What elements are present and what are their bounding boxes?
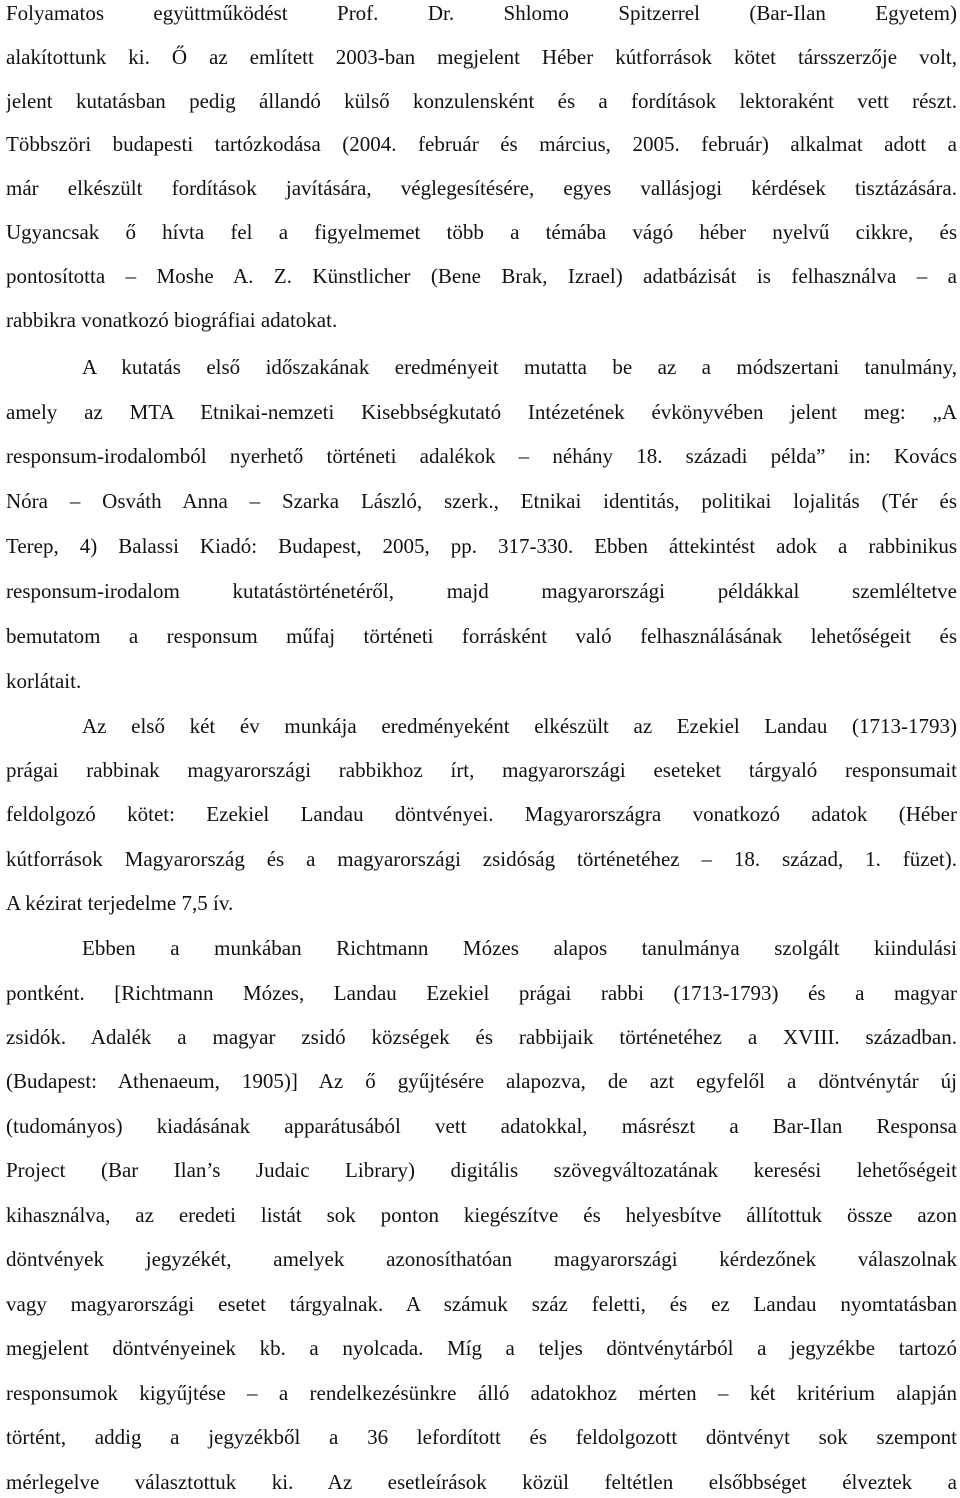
text-line: mérlegelve választottuk ki. Az esetleírások közül feltétlen elsőbbséget élveztek a — [6, 1470, 957, 1494]
text-line: Terep, 4) Balassi Kiadó: Budapest, 2005, pp. 317-330. Ebben áttekintést adok a rabbinikus — [6, 534, 957, 558]
text-line: responsum-irodalom kutatástörténetéről, majd magyarországi példákkal szemléltetve — [6, 579, 957, 603]
text-line: már elkészült fordítások javítására, véglegesítésére, egyes vallásjogi kérdések tisztázására. — [6, 176, 957, 200]
text-line: Ugyancsak ő hívta fel a figyelmemet több a témába vágó héber nyelvű cikkre, és — [6, 220, 957, 244]
text-line: megjelent döntvényeinek kb. a nyolcada. Míg a teljes döntvénytárból a jegyzékbe tartozó — [6, 1336, 957, 1360]
text-line: jelent kutatásban pedig állandó külső konzulensként és a fordítások lektoraként vett részt. — [6, 89, 957, 113]
text-line: kútforrások Magyarország és a magyarországi zsidóság történetéhez – 18. század, 1. füzet). — [6, 847, 957, 871]
text-line: responsum-irodalomból nyerhető történeti adalékok – néhány 18. századi példa” in: Kovács — [6, 444, 957, 468]
text-line: Többszöri budapesti tartózkodása (2004. február és március, 2005. február) alkalmat adott a — [6, 132, 957, 156]
paragraph-first-line: A kutatás első időszakának eredményeit mutatta be az a módszertani tanulmány, — [82, 355, 957, 379]
text-line: korlátait. — [6, 669, 82, 693]
text-line: (tudományos) kiadásának apparátusából vett adatokkal, másrészt a Bar-Ilan Responsa — [6, 1114, 957, 1138]
text-line: bemutatom a responsum műfaj történeti forrásként való felhasználásának lehetőségeit és — [6, 624, 957, 648]
text-line: pontként. [Richtmann Mózes, Landau Ezekiel prágai rabbi (1713-1793) és a magyar — [6, 981, 957, 1005]
text-line: Project (Bar Ilan’s Judaic Library) digitális szövegváltozatának keresési lehetőségeit — [6, 1158, 957, 1182]
text-line: vagy magyarországi esetet tárgyalnak. A számuk száz feletti, és ez Landau nyomtatásban — [6, 1292, 957, 1316]
text-line: kihasználva, az eredeti listát sok ponton kiegészítve és helyesbítve állítottuk össze azon — [6, 1203, 957, 1227]
text-line: Nóra – Osváth Anna – Szarka László, szerk., Etnikai identitás, politikai lojalitás (Tér és — [6, 489, 957, 513]
text-line: prágai rabbinak magyarországi rabbikhoz írt, magyarországi eseteket tárgyaló responsumait — [6, 758, 957, 782]
paragraph-first-line: Ebben a munkában Richtmann Mózes alapos tanulmánya szolgált kiindulási — [82, 936, 957, 960]
text-line: döntvények jegyzékét, amelyek azonosíthatóan magyarországi kérdezőnek válaszolnak — [6, 1247, 957, 1271]
text-line: zsidók. Adalék a magyar zsidó községek és rabbijaik történetéhez a XVIII. században. — [6, 1025, 957, 1049]
text-line: Folyamatos együttműködést Prof. Dr. Shlomo Spitzerrel (Bar-Ilan Egyetem) — [6, 1, 957, 25]
text-line: történt, addig a jegyzékből a 36 lefordított és feldolgozott döntvényt sok szempont — [6, 1425, 957, 1449]
text-line: alakítottunk ki. Ő az említett 2003-ban megjelent Héber kútforrások kötet társszerzője volt, — [6, 45, 957, 69]
text-line: A kézirat terjedelme 7,5 ív. — [6, 891, 234, 915]
text-line: (Budapest: Athenaeum, 1905)] Az ő gyűjtésére alapozva, de azt egyfelől a döntvénytár új — [6, 1069, 957, 1093]
text-line: pontosította – Moshe A. Z. Künstlicher (Bene Brak, Izrael) adatbázisát is felhasználva – a — [6, 264, 957, 288]
text-line: responsumok kigyűjtése – a rendelkezésünkre álló adatokhoz mérten – két kritérium alapján — [6, 1381, 957, 1405]
text-line: feldolgozó kötet: Ezekiel Landau döntvényei. Magyarországra vonatkozó adatok (Héber — [6, 802, 957, 826]
text-line: rabbikra vonatkozó biográfiai adatokat. — [6, 308, 338, 332]
paragraph-first-line: Az első két év munkája eredményeként elkészült az Ezekiel Landau (1713-1793) — [82, 714, 957, 738]
text-line: amely az MTA Etnikai-nemzeti Kisebbségkutató Intézetének évkönyvében jelent meg: „A — [6, 400, 957, 424]
